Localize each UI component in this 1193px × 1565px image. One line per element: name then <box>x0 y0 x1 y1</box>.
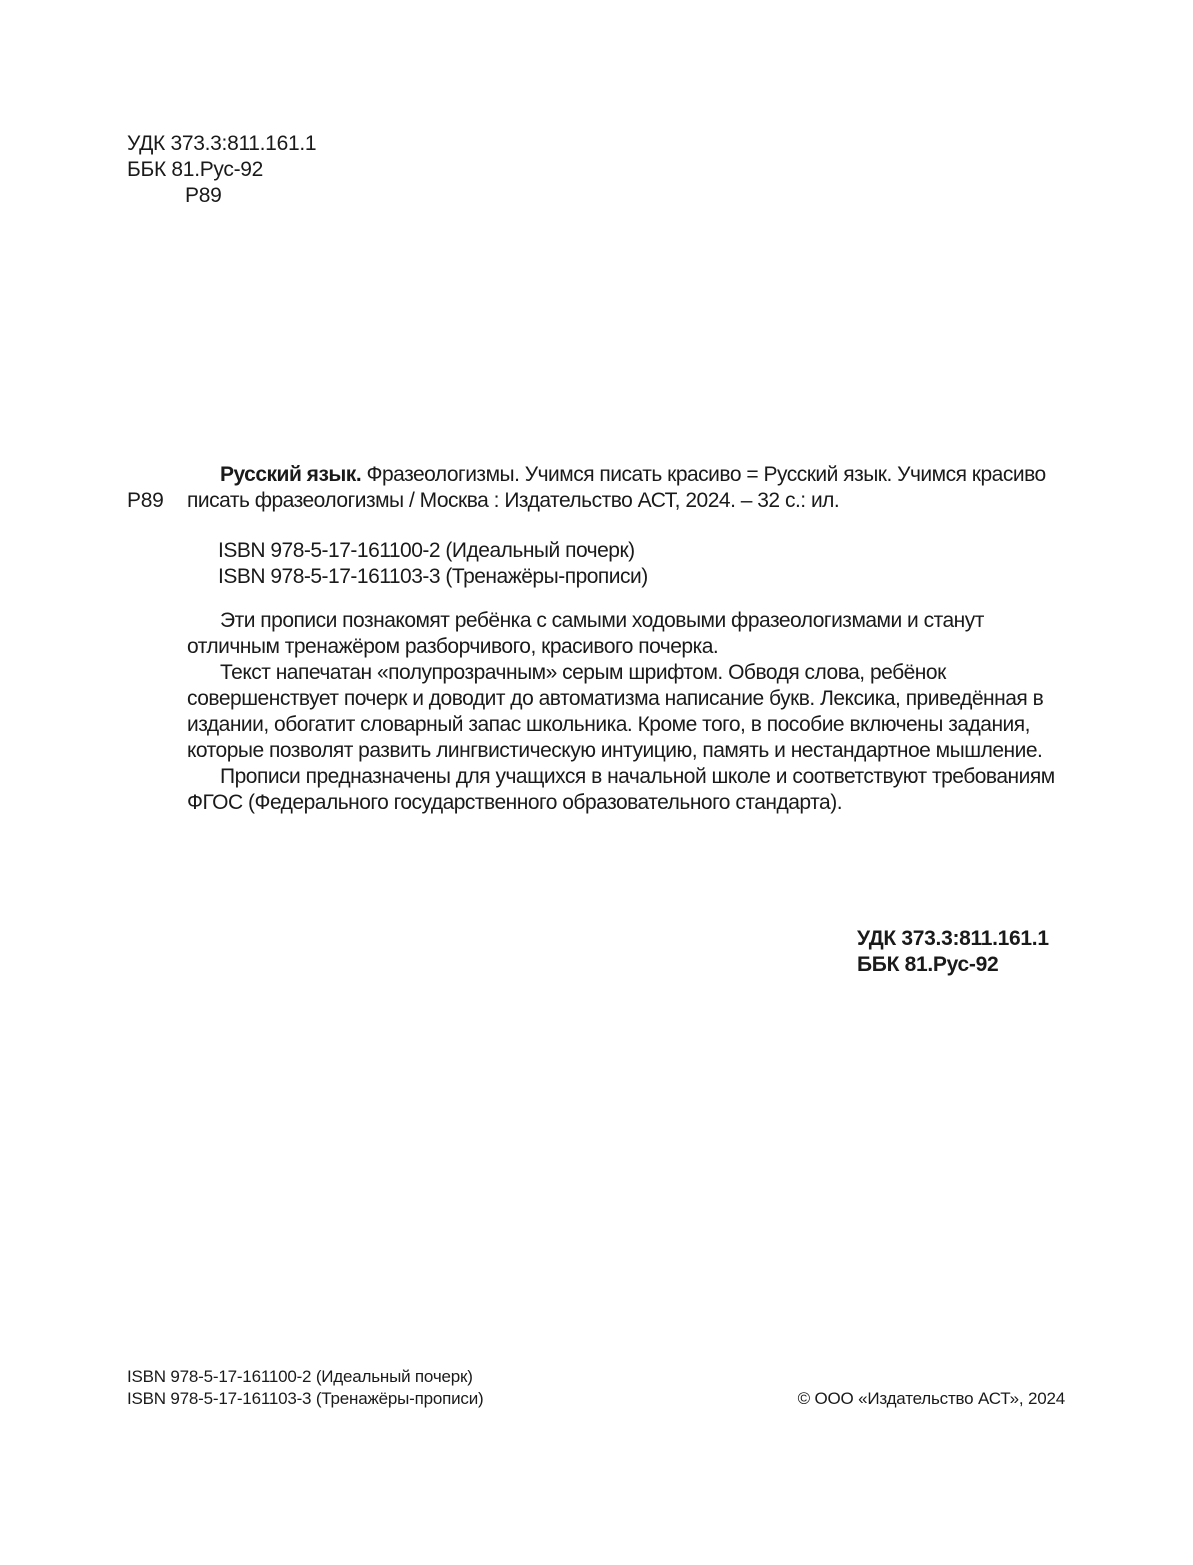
annotation <box>187 608 1069 816</box>
annotation-paragraph: Прописи предназначены для учащихся в начальной школе и соответствуют требованиям ФГОС (Федерального государственного образовательного стандарта). <box>187 765 1055 814</box>
author-sign: Р89 <box>185 184 222 207</box>
author-sign-margin: Р89 <box>127 489 164 512</box>
isbn-line: ISBN 978-5-17-161103-3 (Тренажёры-прописи) <box>127 1389 484 1408</box>
isbn-line: ISBN 978-5-17-161103-3 (Тренажёры-прописи) <box>218 565 648 588</box>
bbk-code: ББК 81.Рус-92 <box>857 953 999 976</box>
bbk-code: ББК 81.Рус-92 <box>127 158 264 181</box>
isbn-line: ISBN 978-5-17-161100-2 (Идеальный почерк) <box>127 1367 473 1386</box>
book-title: Русский язык. <box>220 463 362 486</box>
udk-code: УДК 373.3:811.161.1 <box>857 927 1049 950</box>
udk-code: УДК 373.3:811.161.1 <box>127 132 317 155</box>
bibliographic-entry <box>127 462 1069 514</box>
bibliographic-description <box>187 462 1069 514</box>
annotation-paragraph: Эти прописи познакомят ребёнка с самыми ходовыми фразеологизмами и станут отличным тренажёром разборчивого, красивого почерка. <box>187 609 984 658</box>
isbn-line: ISBN 978-5-17-161100-2 (Идеальный почерк) <box>218 539 635 562</box>
copyright-notice: © ООО «Издательство АСТ», 2024 <box>797 1389 1065 1408</box>
annotation-paragraph: Текст напечатан «полупрозрачным» серым шрифтом. Обводя слова, ребёнок совершенствует почерк и доводит до автоматизма написание букв. Лексика, приведённая в издании, обогатит словарный запас школьника. Кроме того, в пособие включены задания, которые позволят развить лингвистическую интуицию, память и нестандартное мышление. <box>187 661 1044 762</box>
footer-isbn-block <box>127 1366 484 1410</box>
isbn-block <box>218 538 648 590</box>
classification-codes-top <box>127 131 316 209</box>
classification-codes-right <box>857 926 1049 978</box>
bibliographic-details: Фразеологизмы. Учимся писать красиво = Русский язык. Учимся красиво писать фразеологизмы / Москва : Издательство АСТ, 2024. – 32 с.: ил. <box>187 463 1046 512</box>
